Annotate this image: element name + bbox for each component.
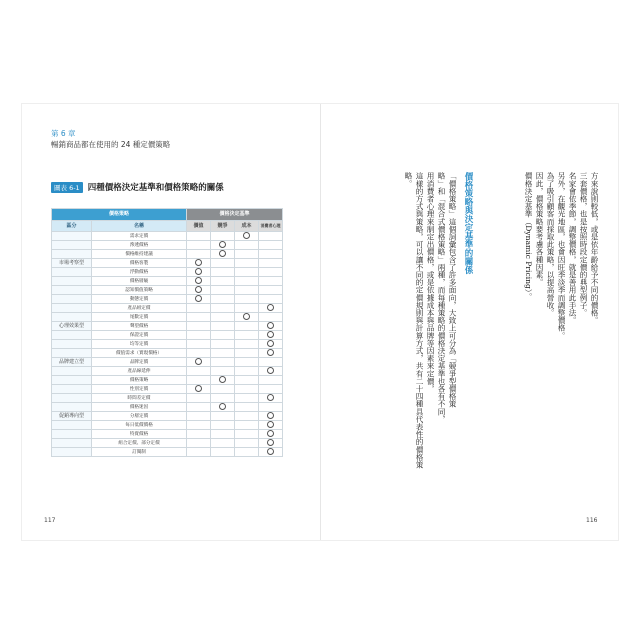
page-number-left: 117 [44, 517, 56, 524]
competition-cell [211, 304, 235, 313]
header-cost: 成本 [235, 221, 259, 232]
psychology-cell [259, 376, 283, 385]
category-cell [52, 331, 92, 340]
psychology-cell [259, 250, 283, 259]
cost-cell [235, 232, 259, 241]
value-cell [187, 331, 211, 340]
table-row [52, 259, 283, 268]
table-row [52, 394, 283, 403]
category-cell: 品牌建立型 [52, 358, 92, 367]
circle-mark-icon [267, 349, 274, 356]
circle-mark-icon [219, 241, 226, 248]
value-cell [187, 394, 211, 403]
figure-header [51, 181, 224, 193]
cost-cell [235, 439, 259, 448]
value-cell [187, 259, 211, 268]
page-gutter [320, 104, 321, 540]
strategy-name-cell: 訂閱制 [92, 448, 187, 457]
psychology-cell [259, 448, 283, 457]
cost-cell [235, 394, 259, 403]
psychology-cell [259, 385, 283, 394]
page-number-right: 116 [586, 517, 598, 524]
cost-cell [235, 385, 259, 394]
value-cell [187, 268, 211, 277]
value-cell [187, 313, 211, 322]
competition-cell [211, 250, 235, 259]
strategy-name-cell: 組合定價、部分定價 [92, 439, 187, 448]
intro-line: 三套價格，也是按照時段定價的典型例子。 [579, 172, 588, 317]
competition-cell [211, 439, 235, 448]
body-line: 用消費者心理來制定出價格，或是依據成本與品牌等因素來定價， [426, 172, 435, 393]
header-value: 價值 [187, 221, 211, 232]
strategy-name-cell: 每日低價價格 [92, 421, 187, 430]
competition-cell [211, 331, 235, 340]
circle-mark-icon [267, 394, 274, 401]
table-row [52, 376, 283, 385]
category-cell: 促銷導向型 [52, 412, 92, 421]
table-row [52, 358, 283, 367]
cost-cell [235, 250, 259, 259]
table-row [52, 313, 283, 322]
circle-mark-icon [243, 232, 250, 239]
strategy-name-cell: 價格層級 [92, 277, 187, 286]
header-name: 名稱 [92, 221, 187, 232]
cost-cell [235, 277, 259, 286]
psychology-cell [259, 394, 283, 403]
table-row [52, 439, 283, 448]
table-row [52, 430, 283, 439]
strategy-name-cell: 時間差定價 [92, 394, 187, 403]
psychology-cell [259, 295, 283, 304]
psychology-cell [259, 340, 283, 349]
cost-cell [235, 358, 259, 367]
value-cell [187, 367, 211, 376]
category-cell [52, 367, 92, 376]
strategy-name-cell: 價格策略 [92, 376, 187, 385]
category-cell [52, 313, 92, 322]
competition-cell [211, 286, 235, 295]
cost-cell [235, 295, 259, 304]
table-row [52, 250, 283, 259]
strategy-name-cell: 動態定價 [92, 295, 187, 304]
value-cell [187, 403, 211, 412]
category-cell [52, 340, 92, 349]
psychology-cell [259, 259, 283, 268]
intro-line: 名家會依季節，調整價格，就是善用此手法。 [568, 172, 577, 324]
table-row [52, 340, 283, 349]
circle-mark-icon [267, 322, 274, 329]
category-cell: 心理效果型 [52, 322, 92, 331]
strategy-name-cell: 均等定價 [92, 340, 187, 349]
value-cell [187, 412, 211, 421]
category-cell [52, 241, 92, 250]
competition-cell [211, 448, 235, 457]
cost-cell [235, 313, 259, 322]
competition-cell [211, 394, 235, 403]
header-decision-basis: 價格決定基準 [187, 209, 283, 221]
cost-cell [235, 376, 259, 385]
competition-cell [211, 430, 235, 439]
competition-cell [211, 340, 235, 349]
section-heading: 價格策略與決定基準的關係 [463, 172, 473, 274]
category-cell [52, 250, 92, 259]
body-paragraphs [370, 172, 458, 507]
table-row [52, 241, 283, 250]
strategy-name-cell: 浮動價格 [92, 268, 187, 277]
value-cell [187, 241, 211, 250]
table-row [52, 304, 283, 313]
circle-mark-icon [219, 376, 226, 383]
circle-mark-icon [267, 421, 274, 428]
category-cell [52, 385, 92, 394]
competition-cell [211, 358, 235, 367]
strategy-name-cell: 價格客製 [92, 259, 187, 268]
circle-mark-icon [195, 358, 202, 365]
competition-cell [211, 277, 235, 286]
table-row [52, 421, 283, 430]
psychology-cell [259, 403, 283, 412]
chapter-label: 第 6 章 [51, 129, 76, 138]
header-psychology: 消費者心理 [259, 221, 283, 232]
table-row [52, 322, 283, 331]
table-row [52, 403, 283, 412]
psychology-cell [259, 367, 283, 376]
category-cell [52, 268, 92, 277]
table-row [52, 412, 283, 421]
circle-mark-icon [267, 430, 274, 437]
competition-cell [211, 259, 235, 268]
body-line: 「價格策略」這個詞彙包含了許多面向，大致上可分為「競爭型價格策 [448, 172, 457, 408]
psychology-cell [259, 304, 283, 313]
table-row [52, 286, 283, 295]
competition-cell [211, 232, 235, 241]
circle-mark-icon [219, 403, 226, 410]
value-cell [187, 376, 211, 385]
cost-cell [235, 286, 259, 295]
competition-cell [211, 268, 235, 277]
figure-title: 四種價格決定基準和價格策略的關係 [87, 183, 224, 193]
header-pricing-strategy: 價格策略 [52, 209, 187, 221]
psychology-cell [259, 358, 283, 367]
category-cell [52, 286, 92, 295]
figure-tag: 圖表 6-1 [51, 182, 83, 193]
competition-cell [211, 421, 235, 430]
body-line: 這樣的方式與策略，可以讓不同的定價規則與計算方式，共有二十四種具代表性的價格策 [415, 172, 424, 469]
value-cell [187, 286, 211, 295]
circle-mark-icon [243, 313, 250, 320]
circle-mark-icon [267, 367, 274, 374]
value-cell [187, 439, 211, 448]
table-row [52, 331, 283, 340]
table-row [52, 277, 283, 286]
cost-cell [235, 349, 259, 358]
psychology-cell [259, 421, 283, 430]
competition-cell [211, 241, 235, 250]
psychology-cell [259, 430, 283, 439]
strategy-name-cell: 保證定價 [92, 331, 187, 340]
circle-mark-icon [195, 286, 202, 293]
strategy-name-cell: 品牌定價 [92, 358, 187, 367]
cost-cell [235, 367, 259, 376]
table-row [52, 349, 283, 358]
circle-mark-icon [267, 304, 274, 311]
strategy-name-cell: 產品線延伸 [92, 367, 187, 376]
category-cell [52, 403, 92, 412]
category-cell [52, 430, 92, 439]
strategy-name-cell: 聲望價格 [92, 322, 187, 331]
value-cell [187, 304, 211, 313]
value-cell [187, 277, 211, 286]
strategy-name-cell: 尾數定價 [92, 313, 187, 322]
value-cell [187, 358, 211, 367]
cost-cell [235, 241, 259, 250]
circle-mark-icon [195, 259, 202, 266]
psychology-cell [259, 286, 283, 295]
value-cell [187, 322, 211, 331]
category-cell [52, 232, 92, 241]
intro-line: 另外，在觀光地區，也會因旺季淡季而調整價格。 [557, 172, 566, 340]
category-cell [52, 349, 92, 358]
category-cell [52, 376, 92, 385]
strategy-name-cell: 價值需求（實現價格） [92, 349, 187, 358]
competition-cell [211, 367, 235, 376]
strategy-name-cell: 認知價值策略 [92, 286, 187, 295]
cost-cell [235, 412, 259, 421]
category-cell [52, 304, 92, 313]
pricing-table [51, 208, 283, 457]
value-cell [187, 295, 211, 304]
competition-cell [211, 349, 235, 358]
category-cell [52, 439, 92, 448]
table-row [52, 448, 283, 457]
category-cell [52, 448, 92, 457]
cost-cell [235, 304, 259, 313]
competition-cell [211, 385, 235, 394]
competition-cell [211, 376, 235, 385]
table-row [52, 268, 283, 277]
value-cell [187, 448, 211, 457]
category-cell [52, 394, 92, 403]
psychology-cell [259, 412, 283, 421]
cost-cell [235, 448, 259, 457]
strategy-name-cell: 價格維持建議 [92, 250, 187, 259]
value-cell [187, 385, 211, 394]
chapter-subtitle: 暢銷商品都在使用的 24 種定價策略 [51, 140, 171, 149]
category-cell [52, 421, 92, 430]
psychology-cell [259, 268, 283, 277]
cost-cell [235, 403, 259, 412]
psychology-cell [259, 313, 283, 322]
intro-line: 價格決定基準（Dynamic Pricing）。 [524, 172, 533, 301]
value-cell [187, 349, 211, 358]
psychology-cell [259, 232, 283, 241]
strategy-name-cell: 性別定價 [92, 385, 187, 394]
circle-mark-icon [195, 268, 202, 275]
competition-cell [211, 412, 235, 421]
value-cell [187, 250, 211, 259]
psychology-cell [259, 439, 283, 448]
psychology-cell [259, 241, 283, 250]
cost-cell [235, 268, 259, 277]
intro-paragraphs [470, 172, 600, 507]
circle-mark-icon [267, 331, 274, 338]
intro-line: 方來說則較低，或是依年齡給予不同的價格。 [590, 172, 599, 324]
category-cell [52, 277, 92, 286]
value-cell [187, 430, 211, 439]
circle-mark-icon [267, 448, 274, 455]
cost-cell [235, 331, 259, 340]
psychology-cell [259, 322, 283, 331]
strategy-name-cell: 需求定價 [92, 232, 187, 241]
circle-mark-icon [267, 340, 274, 347]
cost-cell [235, 421, 259, 430]
table-row [52, 295, 283, 304]
competition-cell [211, 295, 235, 304]
strategy-name-cell: 特賣價格 [92, 430, 187, 439]
circle-mark-icon [195, 385, 202, 392]
strategy-name-cell: 產品組定價 [92, 304, 187, 313]
psychology-cell [259, 331, 283, 340]
competition-cell [211, 403, 235, 412]
circle-mark-icon [219, 250, 226, 257]
value-cell [187, 340, 211, 349]
circle-mark-icon [195, 295, 202, 302]
circle-mark-icon [267, 412, 274, 419]
header-competition: 競爭 [211, 221, 235, 232]
category-cell: 市場考察型 [52, 259, 92, 268]
body-line: 略」和「混合式價格策略」兩種，而每種策略的價格決定基準也各有不同， [437, 172, 446, 423]
psychology-cell [259, 349, 283, 358]
strategy-name-cell: 價格迷因 [92, 403, 187, 412]
header-category: 區分 [52, 221, 92, 232]
intro-line: 因此，價格策略要考慮各種因素。 [535, 172, 544, 286]
cost-cell [235, 340, 259, 349]
intro-line: 為了吸引顧客而採取此策略，以提高營收。 [546, 172, 555, 317]
table-row [52, 232, 283, 241]
table-row [52, 367, 283, 376]
competition-cell [211, 322, 235, 331]
strategy-name-cell: 滲透價格 [92, 241, 187, 250]
competition-cell [211, 313, 235, 322]
category-cell [52, 295, 92, 304]
cost-cell [235, 322, 259, 331]
circle-mark-icon [195, 277, 202, 284]
body-line: 略。 [404, 172, 413, 188]
cost-cell [235, 430, 259, 439]
table-row [52, 385, 283, 394]
cost-cell [235, 259, 259, 268]
value-cell [187, 421, 211, 430]
strategy-name-cell: 分層定價 [92, 412, 187, 421]
psychology-cell [259, 277, 283, 286]
circle-mark-icon [267, 439, 274, 446]
value-cell [187, 232, 211, 241]
